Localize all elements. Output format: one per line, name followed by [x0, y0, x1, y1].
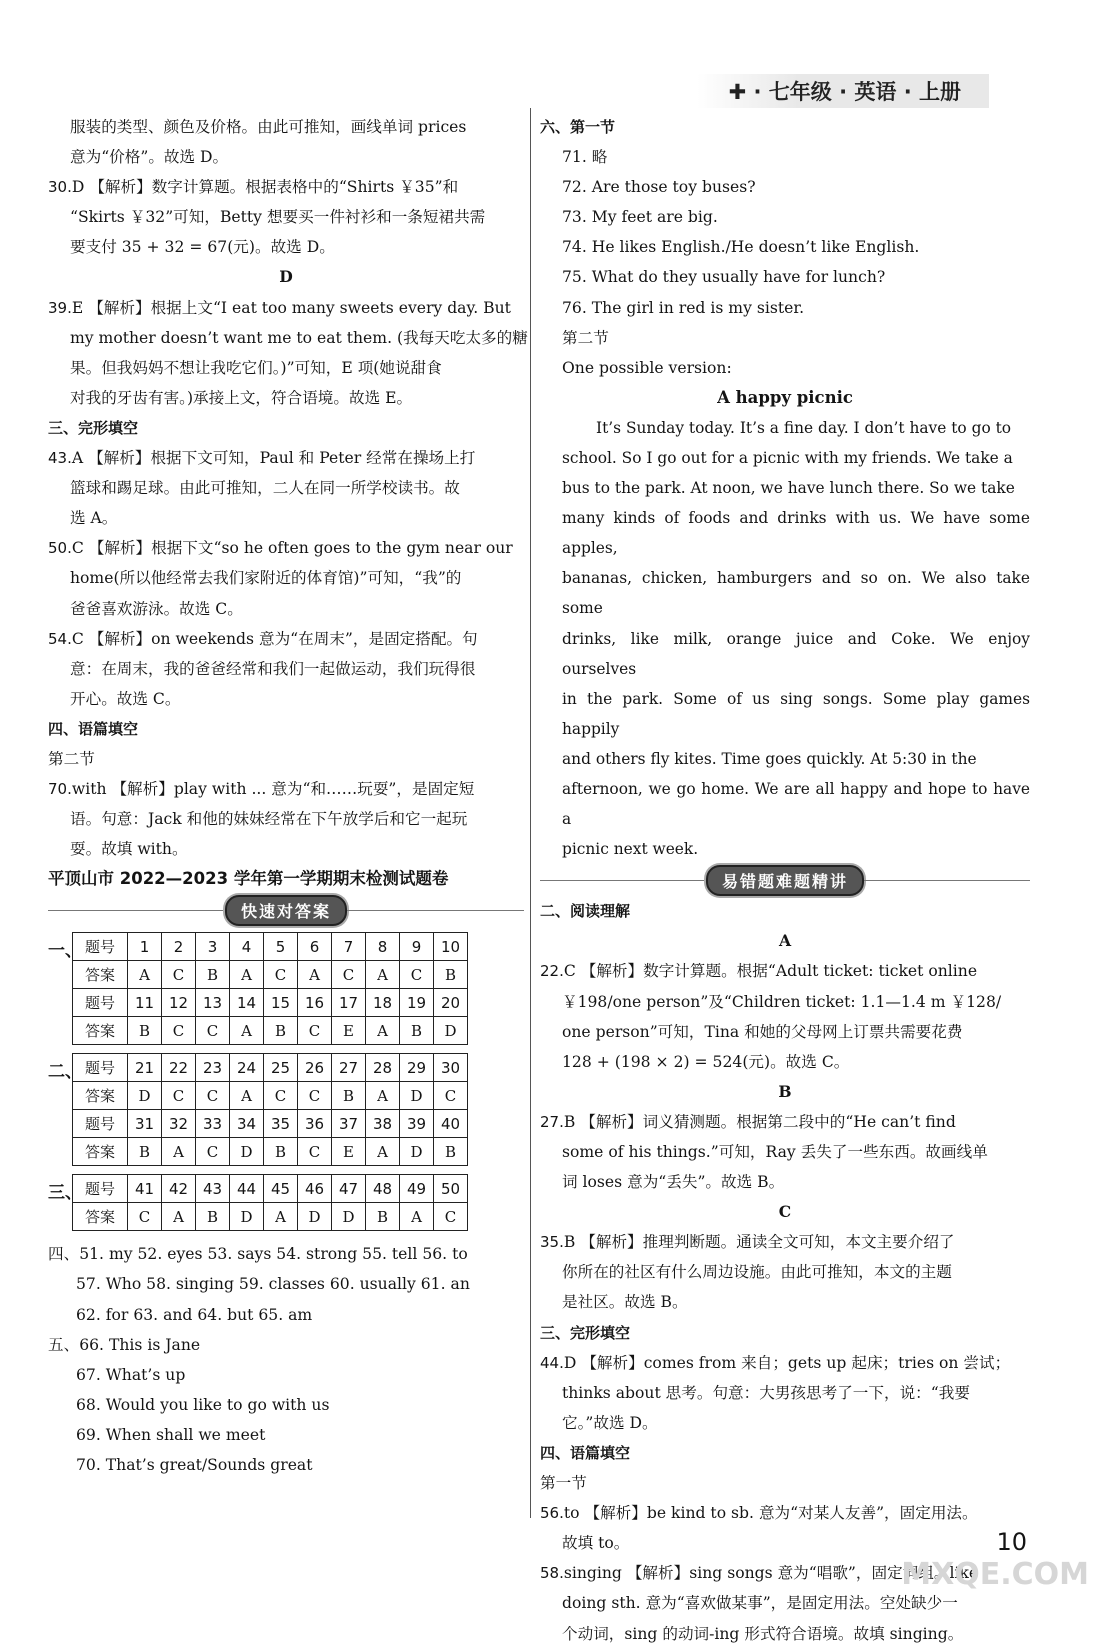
answer-row [73, 1203, 468, 1231]
table-cell: 35 [264, 1110, 298, 1138]
table-cell: A [230, 1017, 264, 1045]
text-line: 语。句意：Jack 和他的妹妹经常在下午放学后和它一起玩 [70, 810, 468, 829]
text-line: one person”可知，Tina 和她的父母网上订票共需要花费 [562, 1022, 963, 1041]
answer-item-56 [540, 1498, 1030, 1558]
question-number: 22. [540, 962, 564, 981]
row-header-cell: 答案 [73, 1203, 128, 1231]
table-cell: B [264, 1138, 298, 1166]
table-cell: 36 [298, 1110, 332, 1138]
answer-item-35 [540, 1227, 1030, 1317]
table-cell: C [196, 1082, 230, 1110]
table-cell: C [128, 1203, 162, 1231]
text-line: 68. Would you like to go with us [76, 1395, 330, 1414]
table-cell: B [196, 961, 230, 989]
text-line: some of his things.”可知，Ray 丢失了一些东西。故画线单 [562, 1143, 988, 1161]
table-cell: 17 [332, 989, 366, 1017]
table-cell: A [230, 961, 264, 989]
essay-line: drinks, like milk, orange juice and Coke. We enjoy ourselves [562, 629, 1030, 678]
table-cell: 4 [230, 933, 264, 961]
question-number-row [73, 1175, 468, 1203]
text-line: 意：在周末，我的爸爸经常和我们一起做运动，我们玩得很 [70, 659, 476, 678]
table-cell: D [332, 1203, 366, 1231]
passage-label: B [778, 1081, 792, 1101]
text-line: 是社区。故选 B。 [562, 1293, 688, 1312]
table-cell: C [434, 1203, 468, 1231]
text-line: 对我的牙齿有害。)承接上文，符合语境。故选 E。 [70, 388, 413, 407]
text-line: doing sth. 意为“喜欢做某事”，是固定用法。空处缺少一 [562, 1594, 958, 1613]
question-number: 70. [48, 780, 72, 799]
table-cell: B [264, 1017, 298, 1045]
answer-table-block-2 [48, 1053, 524, 1166]
passage-label: D [279, 267, 293, 287]
table-cell: 32 [162, 1110, 196, 1138]
banner-rule [540, 880, 706, 881]
table-cell: C [162, 961, 196, 989]
table-cell: D [400, 1082, 434, 1110]
subsection-heading: 第二节 [562, 328, 609, 347]
table-cell: A [366, 1138, 400, 1166]
table-cell: 29 [400, 1054, 434, 1082]
table-cell: A [162, 1203, 196, 1231]
text-line: 62. for 63. and 64. but 65. am [76, 1305, 313, 1324]
table-cell: 23 [196, 1054, 230, 1082]
table-cell: A [128, 961, 162, 989]
section-heading: 三、完形填空 [48, 418, 139, 437]
table-cell: E [332, 1138, 366, 1166]
answer-item-43 [48, 443, 524, 533]
text-line: 爸爸喜欢游泳。故选 C。 [70, 599, 243, 618]
answer-item-22 [540, 956, 1030, 1076]
answer-line: 75. What do they usually have for lunch? [562, 268, 886, 287]
text-line: 服装的类型、颜色及价格。由此可推知，画线单词 prices [70, 118, 467, 136]
answer-item-54 [48, 624, 524, 714]
text-line: A 【解析】根据下文可知，Paul 和 Peter 经常在操场上打 [71, 449, 476, 468]
question-number-row [73, 1110, 468, 1138]
table-cell: C [400, 961, 434, 989]
table-cell: 21 [128, 1054, 162, 1082]
essay-body [540, 413, 1030, 864]
text-line: B 【解析】词义猜测题。根据第二段中的“He can’t find [563, 1112, 956, 1131]
table-cell: D [400, 1138, 434, 1166]
table-cell: A [162, 1138, 196, 1166]
text-line: 它。”故选 D。 [562, 1413, 658, 1432]
table-cell: 9 [400, 933, 434, 961]
text-line: “Skirts ￥32”可知，Betty 想要买一件衬衫和一条短裙共需 [70, 208, 486, 227]
essay-line: school. So I go out for a picnic with my friends. We take a [562, 448, 1013, 467]
text-line: 意为“价格”。故选 D。 [70, 148, 229, 167]
table-cell: B [434, 961, 468, 989]
table-cell: 5 [264, 933, 298, 961]
table-cell: 7 [332, 933, 366, 961]
text-line: C 【解析】数字计算题。根据“Adult ticket: ticket online [563, 962, 978, 981]
question-number: 44. [540, 1353, 564, 1372]
table-cell: 30 [434, 1054, 468, 1082]
table-cell: 8 [366, 933, 400, 961]
question-number: 43. [48, 449, 72, 468]
table-cell: 44 [230, 1175, 264, 1203]
answer-line: 74. He likes English./He doesn’t like English. [562, 238, 920, 257]
table-cell: C [162, 1082, 196, 1110]
section-heading: 六、第一节 [540, 118, 616, 136]
text-line: 个动词，sing 的动词-ing 形式符合语境。故填 singing。 [562, 1624, 964, 1643]
passage-label: A [778, 931, 792, 951]
table-cell: 20 [434, 989, 468, 1017]
table-cell: D [298, 1203, 332, 1231]
text-line: C 【解析】on weekends 意为“在周末”，是固定搭配。句 [71, 629, 478, 648]
text-line: 57. Who 58. singing 59. classes 60. usually 61. an [76, 1275, 470, 1294]
essay-line: bananas, chicken, hamburgers and so on. We also take some [562, 569, 1030, 618]
quick-answers-banner: 快速对答案 [225, 895, 347, 926]
table-cell: 49 [400, 1175, 434, 1203]
text-line: 69. When shall we meet [76, 1425, 266, 1444]
table-cell: B [366, 1203, 400, 1231]
table-cell: B [128, 1017, 162, 1045]
table-cell: 6 [298, 933, 332, 961]
question-number: 39. [48, 298, 72, 317]
row-header-cell: 答案 [73, 1017, 128, 1045]
table-cell: B [332, 1082, 366, 1110]
row-header-cell: 题号 [73, 1054, 128, 1082]
essay-line: and others fly kites. Time goes quickly. At 5:30 in the [562, 749, 977, 768]
table-cell: 10 [434, 933, 468, 961]
question-number: 50. [48, 539, 72, 558]
question-number-row [73, 989, 468, 1017]
table-cell: A [400, 1203, 434, 1231]
table-cell: 12 [162, 989, 196, 1017]
table-cell: C [264, 1082, 298, 1110]
table-label: 三、 [48, 1183, 82, 1204]
text-line: thinks about 思考。句意：大男孩思考了一下，说：“我要 [562, 1383, 970, 1402]
table-cell: C [196, 1017, 230, 1045]
exam-title: 平顶山市 2022—2023 学年第一学期期末检测试题卷 [48, 869, 449, 889]
question-number: 56. [540, 1504, 564, 1523]
question-number-row [73, 1054, 468, 1082]
text-line: ￥198/one person”及“Children ticket: 1.1—1.4 m ￥128/ [562, 992, 1002, 1011]
text-line: singing 【解析】sing songs 意为“唱歌”，固定词组。like [563, 1564, 979, 1583]
table-cell: A [366, 961, 400, 989]
text-line: 67. What’s up [76, 1365, 186, 1384]
table-cell: B [196, 1203, 230, 1231]
table-cell: B [400, 1017, 434, 1045]
table-cell: 3 [196, 933, 230, 961]
text-line: 选 A。 [70, 509, 118, 528]
text-line: 五、66. This is Jane [48, 1335, 201, 1354]
question-number: 30. [48, 178, 72, 197]
answer-table-1 [72, 932, 468, 1045]
section-heading: 二、阅读理解 [540, 902, 631, 921]
answer-item-27 [540, 1107, 1030, 1197]
text-line: 你所在的社区有什么周边设施。由此可推知，本文的主题 [562, 1263, 952, 1282]
table-cell: 33 [196, 1110, 230, 1138]
text-line: 故填 to。 [562, 1534, 630, 1553]
essay-line: bus to the park. At noon, we have lunch there. So we take [562, 479, 1015, 498]
text-line: 开心。故选 C。 [70, 689, 181, 708]
question-number: 54. [48, 629, 72, 648]
table-cell: C [298, 1082, 332, 1110]
answer-row [73, 961, 468, 989]
answer-item-39 [48, 293, 528, 413]
text-line: 篮球和踢足球。由此可推知，二人在同一所学校读书。故 [70, 479, 460, 498]
table-cell: 45 [264, 1175, 298, 1203]
answer-line: 71. 略 [562, 148, 608, 167]
question-number: 35. [540, 1233, 564, 1252]
text-line: E 【解析】根据上文“I eat too many sweets every day. But [71, 298, 511, 317]
table-cell: B [434, 1138, 468, 1166]
left-column [48, 112, 528, 1480]
table-cell: 19 [400, 989, 434, 1017]
table-cell: 22 [162, 1054, 196, 1082]
answer-line: 76. The girl in red is my sister. [562, 298, 805, 317]
column-divider [530, 108, 531, 1518]
table-label: 二、 [48, 1062, 82, 1083]
banner-rule [48, 910, 225, 911]
answer-item-30 [48, 172, 524, 262]
text-line: 词 loses 意为“丢失”。故选 B。 [562, 1173, 785, 1192]
tricky-questions-banner-row [540, 864, 1030, 896]
table-cell: A [298, 961, 332, 989]
watermark: MXQE.COM [901, 1557, 1089, 1592]
table-cell: 15 [264, 989, 298, 1017]
subsection-heading: 第二节 [48, 749, 95, 768]
question-number: 27. [540, 1112, 564, 1131]
table-cell: 42 [162, 1175, 196, 1203]
table-cell: 28 [366, 1054, 400, 1082]
table-cell: 31 [128, 1110, 162, 1138]
text-line: 70. That’s great/Sounds great [76, 1456, 313, 1474]
table-cell: 50 [434, 1175, 468, 1203]
question-number: 58. [540, 1564, 564, 1583]
row-header-cell: 答案 [73, 961, 128, 989]
table-cell: E [332, 1017, 366, 1045]
banner-rule [347, 910, 524, 911]
table-cell: 37 [332, 1110, 366, 1138]
table-cell: 2 [162, 933, 196, 961]
table-cell: 27 [332, 1054, 366, 1082]
answer-item-50 [48, 533, 524, 623]
table-cell: C [298, 1138, 332, 1166]
answer-table-2 [72, 1053, 468, 1166]
row-header-cell: 题号 [73, 1175, 128, 1203]
page-header: ✚ · 七年级 · 英语 · 上册 [697, 74, 989, 108]
answer-row [73, 1017, 468, 1045]
table-cell: D [230, 1203, 264, 1231]
table-cell: 43 [196, 1175, 230, 1203]
table-cell: A [366, 1017, 400, 1045]
text-line: C 【解析】根据下文“so he often goes to the gym near our [71, 539, 513, 558]
essay-line: It’s Sunday today. It’s a fine day. I don’t have to go to [596, 418, 1012, 437]
table-cell: 24 [230, 1054, 264, 1082]
row-header-cell: 答案 [73, 1082, 128, 1110]
table-cell: 13 [196, 989, 230, 1017]
text-line: 四、51. my 52. eyes 53. says 54. strong 55. tell 56. to [48, 1245, 468, 1264]
table-cell: 34 [230, 1110, 264, 1138]
row-header-cell: 题号 [73, 933, 128, 961]
text-line: 128 + (198 × 2) = 524(元)。故选 C。 [562, 1052, 850, 1071]
table-cell: 47 [332, 1175, 366, 1203]
section-heading: 四、语篇填空 [540, 1443, 631, 1462]
banner-rule [864, 880, 1030, 881]
table-cell: 18 [366, 989, 400, 1017]
page-number: 10 [996, 1528, 1027, 1556]
table-cell: 11 [128, 989, 162, 1017]
answer-table-3 [72, 1174, 468, 1231]
table-cell: A [230, 1082, 264, 1110]
section-heading: 三、完形填空 [540, 1323, 631, 1342]
table-cell: A [366, 1082, 400, 1110]
answer-row [73, 1082, 468, 1110]
question-number-row [73, 933, 468, 961]
essay-line: picnic next week. [562, 840, 699, 859]
essay-title: A happy picnic [717, 387, 853, 407]
quick-answers-banner-row [48, 894, 524, 926]
text-line: home(所以他经常去我们家附近的体育馆)”可知，“我”的 [70, 569, 462, 588]
table-cell: 14 [230, 989, 264, 1017]
text-line: 果。但我妈妈不想让我吃它们。)”可知，E 项(她说甜食 [70, 358, 442, 377]
row-header-cell: 题号 [73, 989, 128, 1017]
essay-line: afternoon, we go home. We are all happy and hope to have a [562, 779, 1030, 829]
answer-table-block-1 [48, 932, 524, 1045]
row-header-cell: 题号 [73, 1110, 128, 1138]
table-cell: A [264, 1203, 298, 1231]
text-line: my mother doesn’t want me to eat them. (我每天吃太多的糖 [70, 328, 528, 347]
answer-row [73, 1138, 468, 1166]
table-cell: D [230, 1138, 264, 1166]
passage-label: C [778, 1202, 792, 1222]
text-line: with 【解析】play with ... 意为“和……玩耍”，是固定短 [71, 780, 475, 799]
answer-item-70 [48, 774, 524, 864]
table-cell: 38 [366, 1110, 400, 1138]
text-line: D 【解析】数字计算题。根据表格中的“Shirts ￥35”和 [71, 178, 459, 197]
table-cell: C [434, 1082, 468, 1110]
answer-item-44 [540, 1348, 1030, 1438]
text-line: D 【解析】comes from 来自；gets up 起床；tries on 尝试； [563, 1353, 1011, 1372]
section-heading: 四、语篇填空 [48, 719, 139, 738]
table-cell: C [332, 961, 366, 989]
table-cell: B [128, 1138, 162, 1166]
essay-line: in the park. Some of us sing songs. Some play games happily [562, 689, 1030, 738]
table-cell: 48 [366, 1175, 400, 1203]
row-header-cell: 答案 [73, 1138, 128, 1166]
answer-table-block-3 [48, 1174, 524, 1231]
answer-line: 72. Are those toy buses? [562, 178, 756, 197]
table-cell: 26 [298, 1054, 332, 1082]
version-label: One possible version: [562, 358, 732, 377]
table-cell: 39 [400, 1110, 434, 1138]
table-cell: 40 [434, 1110, 468, 1138]
right-column [540, 112, 1030, 1649]
table-cell: C [196, 1138, 230, 1166]
table-cell: C [264, 961, 298, 989]
table-cell: C [298, 1017, 332, 1045]
essay-line: many kinds of foods and drinks with us. We have some apples, [562, 509, 1030, 558]
text-line: 耍。故填 with。 [70, 840, 188, 859]
table-cell: 41 [128, 1175, 162, 1203]
tricky-questions-banner: 易错题难题精讲 [706, 865, 864, 896]
table-cell: 16 [298, 989, 332, 1017]
table-cell: 1 [128, 933, 162, 961]
subsection-heading: 第一节 [540, 1474, 587, 1493]
table-cell: D [128, 1082, 162, 1110]
table-cell: C [162, 1017, 196, 1045]
answer-line: 73. My feet are big. [562, 208, 718, 227]
text-line: B 【解析】推理判断题。通读全文可知，本文主要介绍了 [563, 1233, 955, 1252]
table-label: 一、 [48, 941, 82, 962]
table-cell: 46 [298, 1175, 332, 1203]
text-line: 要支付 35 + 32 = 67(元)。故选 D。 [70, 238, 335, 257]
table-cell: D [434, 1017, 468, 1045]
text-line: to 【解析】be kind to sb. 意为“对某人友善”，固定用法。 [563, 1504, 978, 1523]
table-cell: 25 [264, 1054, 298, 1082]
